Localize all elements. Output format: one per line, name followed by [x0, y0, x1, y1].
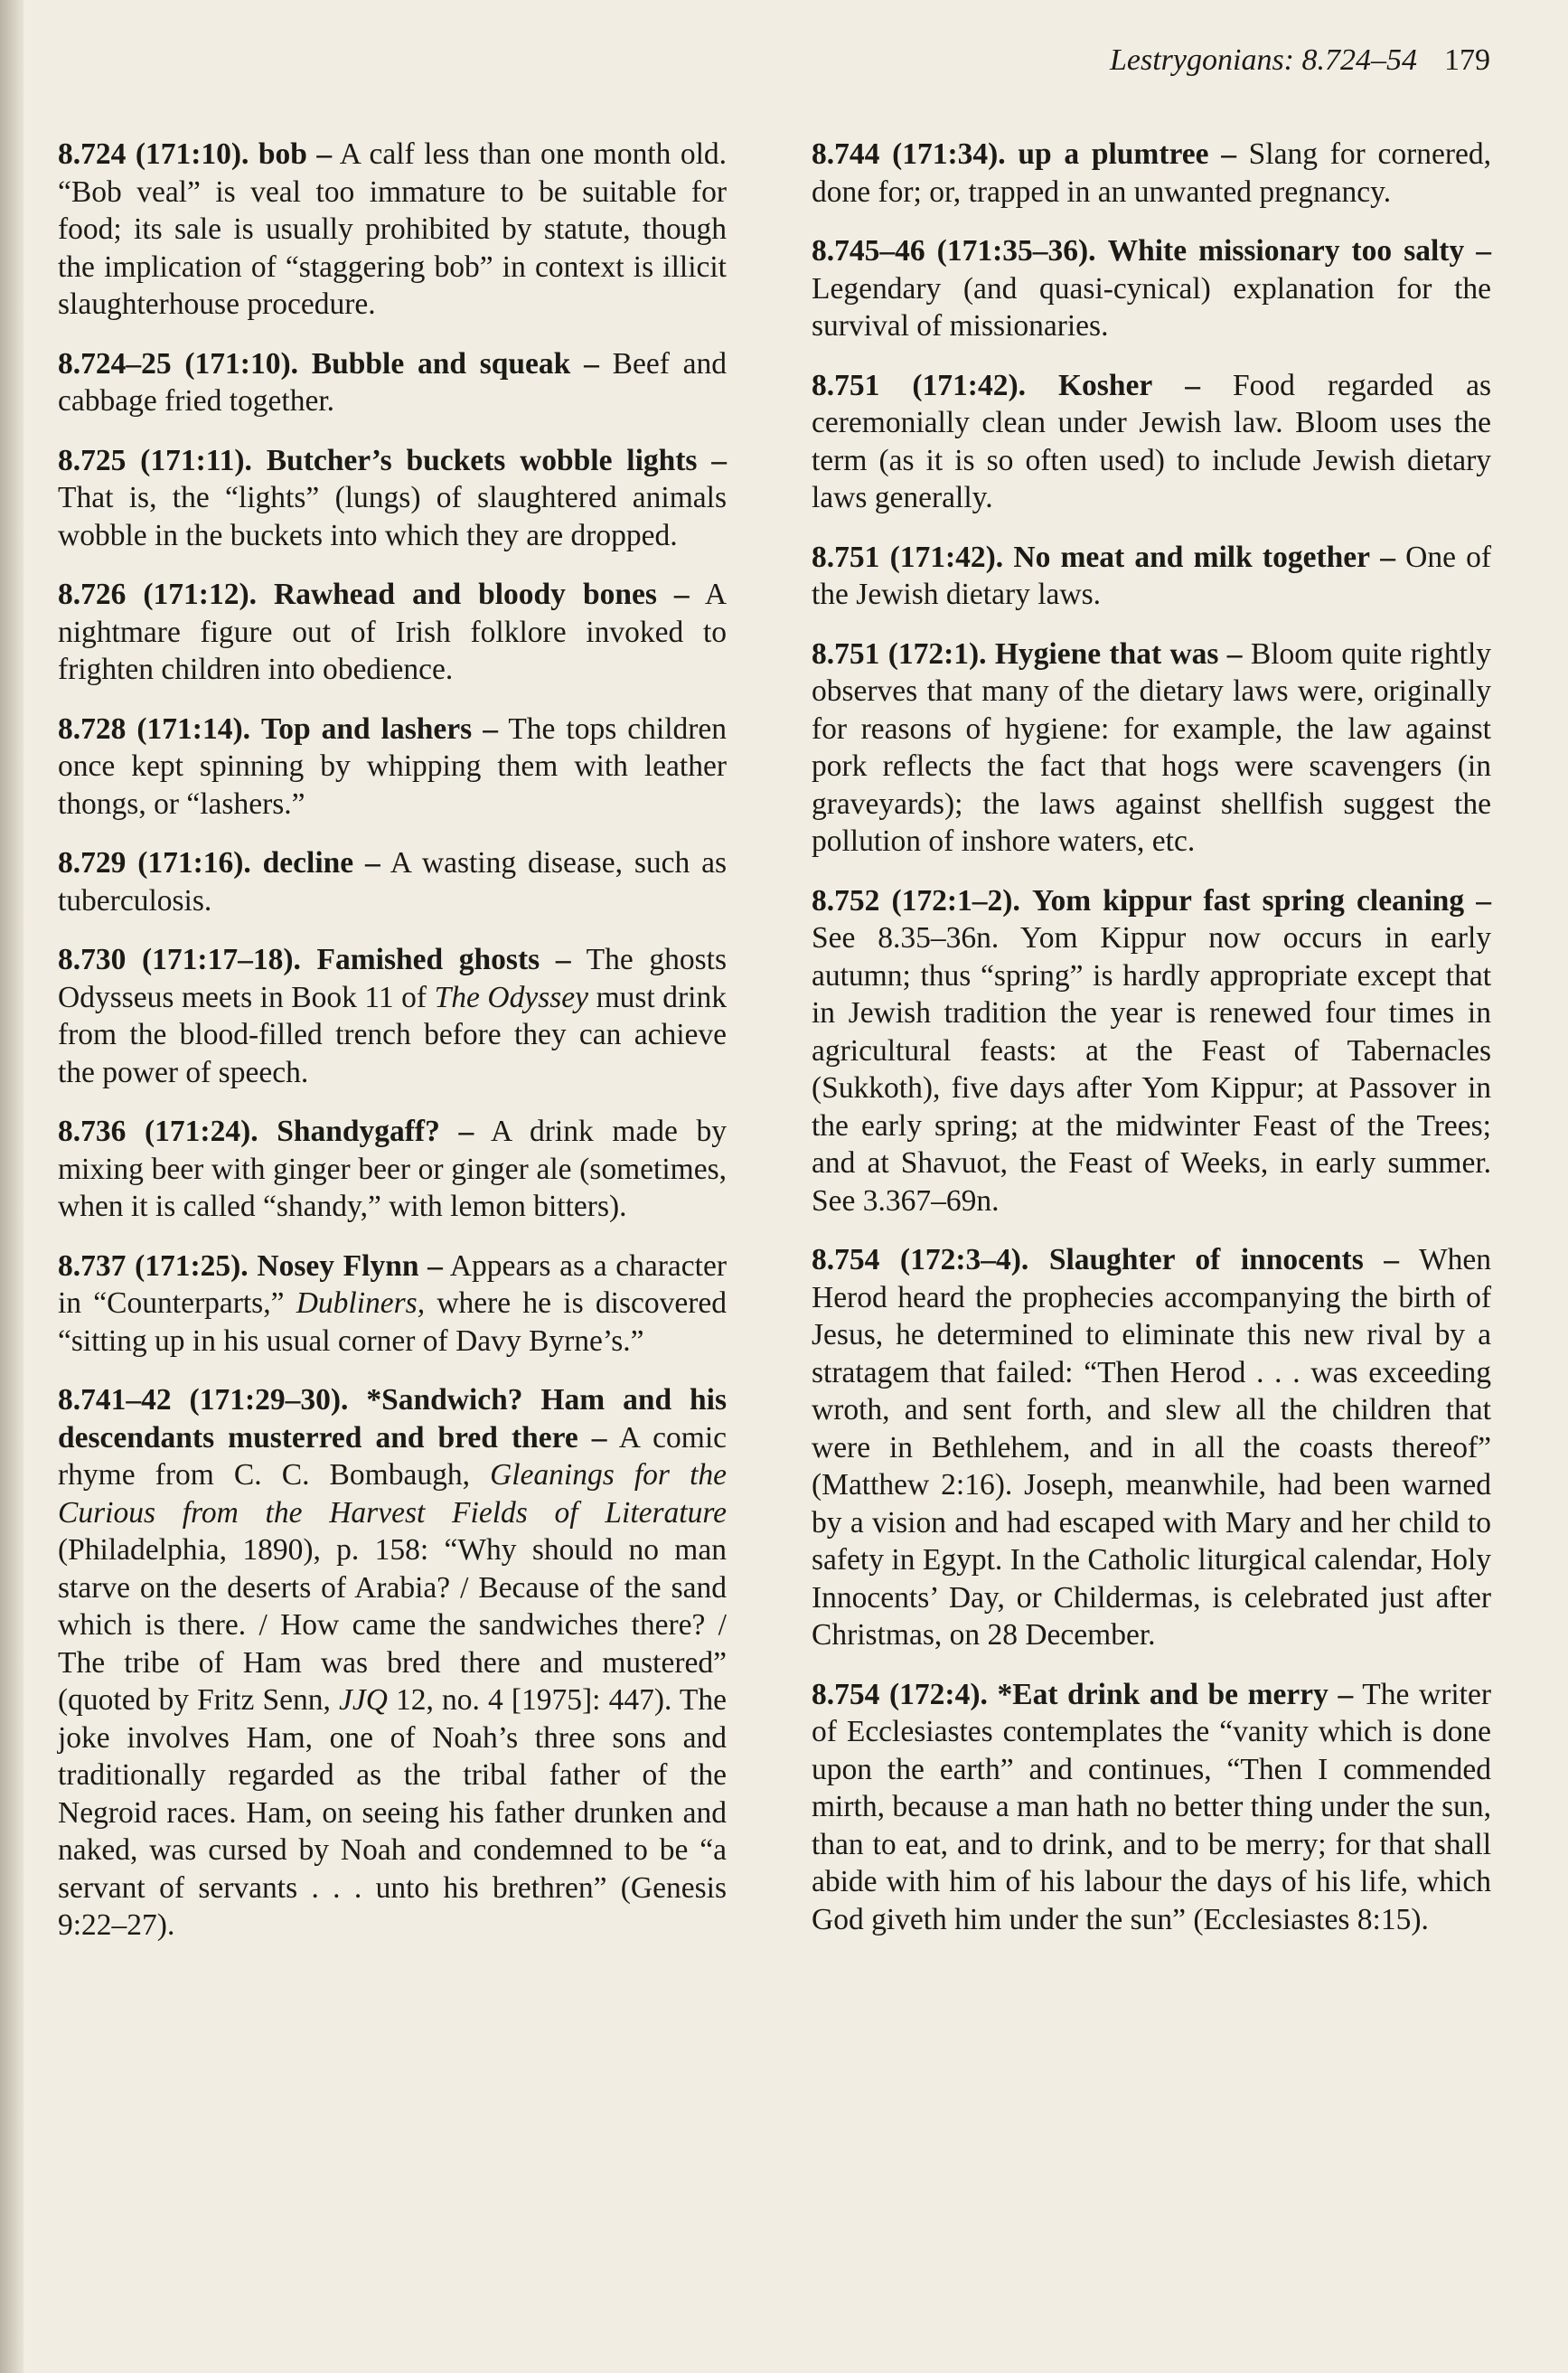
annotation-entry: 8.726 (171:12). Rawhead and bloody bones – A nightmare figure out of Irish folklore invoked to frighten children into obedience.	[58, 578, 728, 686]
entry-ref: 8.744 (171:34).	[812, 137, 1006, 171]
annotation-entry: 8.751 (171:42). Kosher – Food regarded as ceremonially clean under Jewish law. Bloom uses the term (as it is so often used) to include Jewish dietary laws generally.	[812, 368, 1491, 514]
annotation-entry: 8.744 (171:34). up a plumtree – Slang for cornered, done for; or, trapped in an unwanted pregnancy.	[812, 137, 1492, 209]
entry-italic: The Odyssey	[434, 980, 589, 1014]
entry-ref: 8.736 (171:24).	[58, 1115, 258, 1148]
left-column	[58, 136, 727, 1966]
entry-text: That is, the “lights” (lungs) of slaughtered animals wobble in the buckets into which they are dropped.	[58, 481, 727, 552]
entry-text: One of the Jewish dietary laws.	[812, 540, 1492, 611]
annotation-entry: 8.741–42 (171:29–30). *Sandwich? Ham and his descendants musterred and bred there – A comic rhyme from C. C. Bombaugh, Gleanings for the Curious from the Harvest Fields of Literature (Philadelphia, 1890), p. 158: “Why should no man starve on the deserts of Arabia? / Because of the sand which is there. / How came the sandwiches there? / The tribe of Ham was bred there and mustered” (quoted by Fritz Senn, JJQ 12, no. 4 [1975]: 447). The joke involves Ham, one of Noah’s three sons and traditionally regarded as the tribal father of the Negroid races. Ham, on seeing his father drunken and naked, was cursed by Noah and condemned to be “a servant of servants . . . unto his brethren” (Genesis 9:22–27).	[58, 1383, 728, 1942]
entry-ref: 8.741–42 (171:29–30).	[58, 1383, 349, 1417]
annotation-entry: 8.729 (171:16). decline – A wasting disease, such as tuberculosis.	[58, 846, 728, 918]
entry-term: Hygiene that was	[994, 636, 1219, 671]
entry-text: Food regarded as ceremonially clean under Jewish law. Bloom uses the term (as it is so often used) to include Jewish dietary laws generally.	[812, 368, 1491, 514]
entry-ref: 8.745–46 (171:35–36).	[812, 234, 1096, 268]
right-column	[812, 136, 1491, 1960]
annotation-entry: 8.728 (171:14). Top and lashers – The tops children once kept spinning by whipping them with leather thongs, or “lashers.”	[58, 711, 728, 821]
entry-ref: 8.751 (172:1).	[812, 636, 987, 671]
entry-text: (Philadelphia, 1890), p. 158: “Why should no man starve on the deserts of Arabia? / Because of the sand which is there. / How came the sandwiches there? / The tribe of Ham was bred there and mustered” (quoted by Fritz Senn,	[58, 1533, 727, 1717]
annotation-entry: 8.736 (171:24). Shandygaff? – A drink made by mixing beer with ginger beer or ginger ale (sometimes, when it is called “shandy,” with lemon bitters).	[58, 1115, 728, 1223]
annotation-entry: 8.751 (171:42). No meat and milk together – One of the Jewish dietary laws.	[812, 540, 1492, 611]
entry-ref: 8.754 (172:4).	[812, 1677, 988, 1711]
entry-italic: Dubliners,	[296, 1286, 426, 1320]
entry-ref: 8.724 (171:10).	[58, 137, 249, 171]
entry-ref: 8.725 (171:11).	[58, 443, 252, 477]
entry-ref: 8.726 (171:12).	[58, 578, 257, 611]
entry-term: *Eat drink and be merry	[997, 1677, 1329, 1711]
entry-text: where he is discovered “sitting up in his usual corner of Davy Byrne’s.”	[58, 1286, 727, 1358]
entry-italic: JJQ	[338, 1683, 388, 1717]
entry-term: Slaughter of innocents	[1048, 1243, 1364, 1276]
entry-ref: 8.752 (172:1–2).	[812, 883, 1020, 918]
annotation-entry: 8.725 (171:11). Butcher’s buckets wobble lights – That is, the “lights” (lungs) of slaughtered animals wobble in the buckets into which they are dropped.	[58, 443, 728, 552]
entry-text: Appears as a character in “Counterparts,”	[58, 1248, 727, 1320]
entry-text: A nightmare figure out of Irish folklore invoked to frighten children into obedience.	[58, 578, 728, 686]
annotation-entry: 8.754 (172:4). *Eat drink and be merry – The writer of Ecclesiastes contemplates the “vanity which is done upon the earth” and continues, “Then I commended mirth, because a man hath no better thing under the sun, than to eat, and to drink, and to be merry; for that shall abide with him of his labour the days of his life, which God giveth him under the sun” (Ecclesiastes 8:15).	[812, 1677, 1491, 1936]
entry-term: bob	[258, 137, 307, 171]
entry-term: White missionary too salty	[1107, 234, 1465, 268]
entry-text: A comic rhyme from C. C. Bombaugh,	[58, 1420, 727, 1492]
entry-ref: 8.729 (171:16).	[58, 846, 251, 880]
entry-text: 12, no. 4 [1975]: 447). The joke involves Ham, one of Noah’s three sons and traditionally regarded as the tribal father of the Negroid races. Ham, on seeing his father drunken and naked, was cursed by Noah and condemned to be “a servant of servants . . . unto his brethren” (Genesis 9:22–27).	[58, 1683, 727, 1942]
page-gutter-shadow	[0, 0, 23, 2373]
annotation-entry: 8.737 (171:25). Nosey Flynn – Appears as a character in “Counterparts,” Dubliners, where he is discovered “sitting up in his usual corner of Davy Byrne’s.”	[58, 1248, 727, 1358]
entry-italic: Gleanings for the Curious from the Harvest Fields of Literature	[58, 1458, 728, 1530]
annotation-entry: 8.745–46 (171:35–36). White missionary too salty – Legendary (and quasi-cynical) explanation for the survival of missionaries.	[812, 234, 1492, 343]
entry-term: Rawhead and bloody bones	[274, 578, 657, 611]
entry-ref: 8.728 (171:14).	[58, 711, 250, 746]
entry-term: Famished ghosts	[316, 943, 540, 976]
entry-term: Butcher’s buckets wobble lights	[266, 443, 698, 477]
entry-text: Legendary (and quasi-cynical) explanation for the survival of missionaries.	[812, 271, 1491, 343]
entry-text: The writer of Ecclesiastes contemplates the “vanity which is done upon the earth” and continues, “Then I commended mirth, because a man hath no better thing under the sun, than to eat, and to drink, and to be merry; for that shall abide with him of his labour the days of his life, which God giveth him under the sun” (Ecclesiastes 8:15).	[812, 1677, 1491, 1936]
running-header	[1110, 43, 1490, 78]
annotation-entry: 8.724–25 (171:10). Bubble and squeak – Beef and cabbage fried together.	[58, 346, 728, 418]
entry-ref: 8.737 (171:25).	[58, 1248, 249, 1283]
entry-text: When Herod heard the prophecies accompanying the birth of Jesus, he determined to eliminate this new rival by a stratagem that failed: “Then Herod . . . was exceeding wroth, and sent forth, and slew all the children that were in Bethlehem, and in all the coasts thereof” (Matthew 2:16). Joseph, meanwhile, had been warned by a vision and had escaped with Mary and her child to safety in Egypt. In the Catholic liturgical calendar, Holy Innocents’ Day, or Childermas, is celebrated just after Christmas, on 28 December.	[812, 1243, 1491, 1652]
entry-text: See 8.35–36n. Yom Kippur now occurs in early autumn; thus “spring” is hardly appropriate except that in Jewish tradition the year is renewed four times in agricultural feasts: at the Feast of Tabernacles (Sukkoth), five days after Yom Kippur; at Passover in the early spring; at the midwinter Feast of the Trees; and at Shavuot, the Feast of Weeks, in early summer. See 3.367–69n.	[812, 921, 1491, 1218]
entry-text: A drink made by mixing beer with ginger beer or ginger ale (sometimes, when it is called “shandy,” with lemon bitters).	[58, 1115, 728, 1223]
entry-term: No meat and milk together	[1013, 540, 1370, 574]
entry-term: Nosey Flynn	[257, 1248, 419, 1283]
entry-text: Beef and cabbage fried together.	[58, 346, 728, 418]
entry-ref: 8.751 (171:42).	[812, 540, 1004, 574]
entry-text: Bloom quite rightly observes that many of the dietary laws were, originally for reasons of hygiene: for example, the law against pork reflects the fact that hogs were scavengers (in graveyards); the laws against shellfish suggest the pollution of inshore waters, etc.	[812, 636, 1492, 858]
entry-ref: 8.751 (171:42).	[812, 368, 1026, 402]
annotation-entry: 8.751 (172:1). Hygiene that was – Bloom quite rightly observes that many of the dietary laws were, originally for reasons of hygiene: for example, the law against pork reflects the fact that hogs were scavengers (in graveyards); the laws against shellfish suggest the pollution of inshore waters, etc.	[812, 636, 1492, 858]
entry-text: Slang for cornered, done for; or, trapped in an unwanted pregnancy.	[812, 137, 1492, 209]
entry-text: The tops children once kept spinning by whipping them with leather thongs, or “lashers.”	[58, 711, 728, 821]
entry-term: up a plumtree	[1018, 137, 1209, 171]
entry-term: Kosher	[1058, 368, 1153, 402]
entry-ref: 8.724–25 (171:10).	[58, 346, 298, 381]
annotation-entry: 8.724 (171:10). bob – A calf less than one month old. “Bob veal” is veal too immature to be suitable for food; its sale is usually prohibited by statute, though the implication of “staggering bob” in context is illicit slaughterhouse procedure.	[58, 137, 728, 321]
entry-term: Yom kippur fast spring cleaning	[1031, 883, 1465, 918]
entry-ref: 8.754 (172:3–4).	[812, 1243, 1029, 1276]
entry-term: decline	[262, 846, 354, 880]
entry-text: A calf less than one month old. “Bob veal” is veal too immature to be suitable for food; its sale is usually prohibited by statute, though the implication of “staggering bob” in context is illicit slaughterhouse procedure.	[58, 137, 728, 321]
entry-term: Bubble and squeak	[311, 346, 571, 381]
page-number: 179	[1444, 43, 1490, 77]
entry-term: Top and lashers	[261, 711, 473, 746]
annotation-entry: 8.754 (172:3–4). Slaughter of innocents – When Herod heard the prophecies accompanying the birth of Jesus, he determined to eliminate this new rival by a stratagem that failed: “Then Herod . . . was exceeding wroth, and sent forth, and slew all the children that were in Bethlehem, and in all the coasts thereof” (Matthew 2:16). Joseph, meanwhile, had been warned by a vision and had escaped with Mary and her child to safety in Egypt. In the Catholic liturgical calendar, Holy Innocents’ Day, or Childermas, is celebrated just after Christmas, on 28 December.	[812, 1243, 1491, 1652]
annotation-entry: 8.730 (171:17–18). Famished ghosts – The ghosts Odysseus meets in Book 11 of The Odyssey must drink from the blood-filled trench before they can achieve the power of speech.	[58, 943, 727, 1089]
entry-text: A wasting disease, such as tuberculosis.	[58, 846, 728, 918]
entry-ref: 8.730 (171:17–18).	[58, 943, 301, 976]
annotation-entry: 8.752 (172:1–2). Yom kippur fast spring cleaning – See 8.35–36n. Yom Kippur now occurs in early autumn; thus “spring” is hardly appropriate except that in Jewish tradition the year is renewed four times in agricultural feasts: at the Feast of Tabernacles (Sukkoth), five days after Yom Kippur; at Passover in the early spring; at the midwinter Feast of the Trees; and at Shavuot, the Feast of Weeks, in early summer. See 3.367–69n.	[812, 883, 1492, 1218]
entry-term: Shandygaff?	[277, 1115, 440, 1148]
running-title: Lestrygonians: 8.724–54	[1110, 43, 1417, 77]
entry-term: *Sandwich? Ham and his descendants musterred and bred there	[58, 1383, 727, 1455]
entry-text: must drink from the blood-filled trench before they can achieve the power of speech.	[58, 980, 727, 1089]
entry-text: The ghosts Odysseus meets in Book 11 of	[58, 943, 727, 1014]
